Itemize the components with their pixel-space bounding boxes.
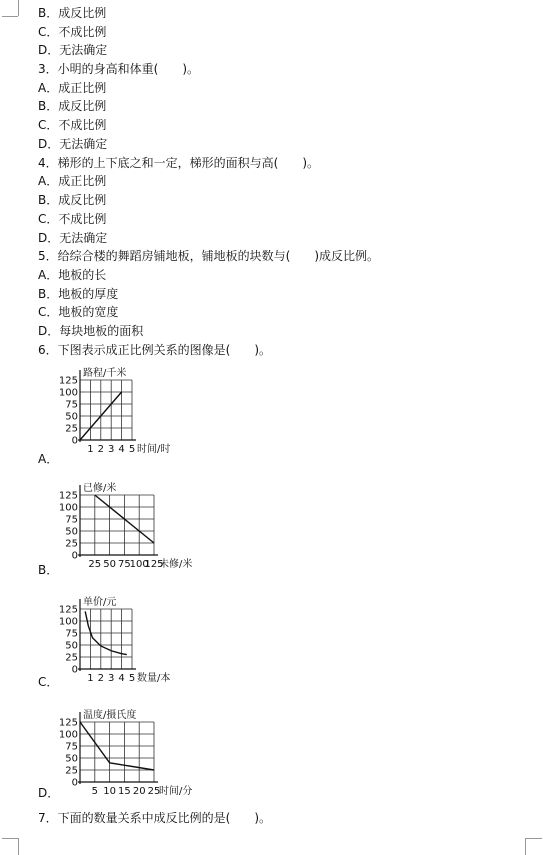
question-4: 4．梯形的上下底之和一定，梯形的面积与高( )。 [38,156,320,170]
x-tick-label: 10 [103,786,116,797]
y-tick-label: 0 [71,777,78,789]
text-line: D．每块地板的面积 [38,324,144,338]
text-line: C．不成比例 [38,25,107,39]
text-line: B．成反比例 [38,193,107,207]
x-axis-label: 时间/时 [137,444,171,455]
text-line: D．无法确定 [38,43,108,57]
y-axis-label: 温度/摄氏度 [83,710,137,721]
x-tick-label: 5 [91,786,98,797]
y-tick-label: 75 [65,628,78,640]
option-a-label: A． [38,452,59,466]
x-tick-label: 5 [128,673,136,684]
y-tick-label: 50 [65,640,78,652]
option-c-label: C． [38,675,59,689]
text-line: C．不成比例 [38,118,107,132]
x-tick-label: 5 [128,444,136,455]
x-tick-label: 125 [144,559,164,570]
y-axis-label: 路程/千米 [83,368,127,379]
y-tick-label: 100 [58,616,78,628]
text-line: A．成正比例 [38,174,107,188]
x-tick-label: 15 [118,786,131,797]
y-tick-label: 50 [65,753,78,765]
y-tick-label: 0 [71,664,78,676]
y-tick-label: 125 [58,717,78,729]
text-line: A．成正比例 [38,81,107,95]
y-tick-label: 0 [71,435,78,447]
x-tick-label: 20 [132,786,146,797]
x-tick-label: 2 [97,673,104,684]
x-tick-label: 100 [129,559,149,570]
option-b-label: B． [38,563,59,577]
corner-mark [2,838,18,839]
x-tick-label: 3 [108,673,115,684]
y-tick-label: 75 [65,514,78,526]
question-7: 7．下面的数量关系中成反比例的是( )。 [38,811,271,825]
y-tick-label: 100 [58,502,78,514]
x-tick-label: 4 [118,444,125,455]
text-line: B．成反比例 [38,99,107,113]
x-tick-label: 25 [147,786,161,797]
y-axis-label: 已修/米 [83,483,117,494]
corner-mark [526,838,542,839]
y-tick-label: 50 [65,526,78,538]
y-tick-label: 100 [58,729,78,741]
text-line: B．地板的厚度 [38,287,119,301]
y-tick-label: 25 [65,765,78,777]
x-tick-label: 2 [97,444,104,455]
y-tick-label: 100 [58,387,78,399]
x-tick-label: 25 [88,559,102,570]
y-tick-label: 50 [65,411,78,423]
y-tick-label: 125 [58,490,78,502]
text-line: C．地板的宽度 [38,305,119,319]
y-axis-label: 单价/元 [83,597,117,608]
text-line: D．无法确定 [38,137,108,151]
chart-d [58,703,248,798]
chart-c [58,591,218,686]
chart-a [58,365,218,460]
text-line: B．成反比例 [38,6,107,20]
corner-mark [2,16,18,17]
y-tick-label: 25 [65,423,78,435]
y-tick-label: 75 [65,399,78,411]
x-tick-label: 4 [118,673,125,684]
y-tick-label: 0 [71,550,78,562]
corner-mark [18,838,19,855]
text-line: A．地板的长 [38,268,107,282]
x-axis-label: 未修/米 [159,559,193,570]
question-5: 5．给综合楼的舞蹈房铺地板，铺地板的块数与( )成反比例。 [38,249,380,263]
y-tick-label: 125 [58,604,78,616]
option-d-label: D． [38,786,60,800]
x-tick-label: 3 [108,444,115,455]
chart-b [58,477,248,572]
x-axis-label: 数量/本 [137,673,171,684]
y-tick-label: 125 [58,375,78,387]
y-tick-label: 25 [65,652,78,664]
x-axis-label: 时间/分 [159,786,193,797]
text-line: C．不成比例 [38,212,107,226]
question-3: 3．小明的身高和体重( )。 [38,62,199,76]
y-tick-label: 75 [65,741,78,753]
y-tick-label: 25 [65,538,78,550]
x-tick-label: 1 [87,444,94,455]
text-line: D．无法确定 [38,231,108,245]
question-6: 6．下图表示成正比例关系的图像是( )。 [38,343,271,357]
x-tick-label: 50 [103,559,116,570]
x-tick-label: 75 [118,559,131,570]
x-tick-label: 1 [87,673,94,684]
corner-mark [525,838,526,855]
corner-mark [18,0,19,16]
